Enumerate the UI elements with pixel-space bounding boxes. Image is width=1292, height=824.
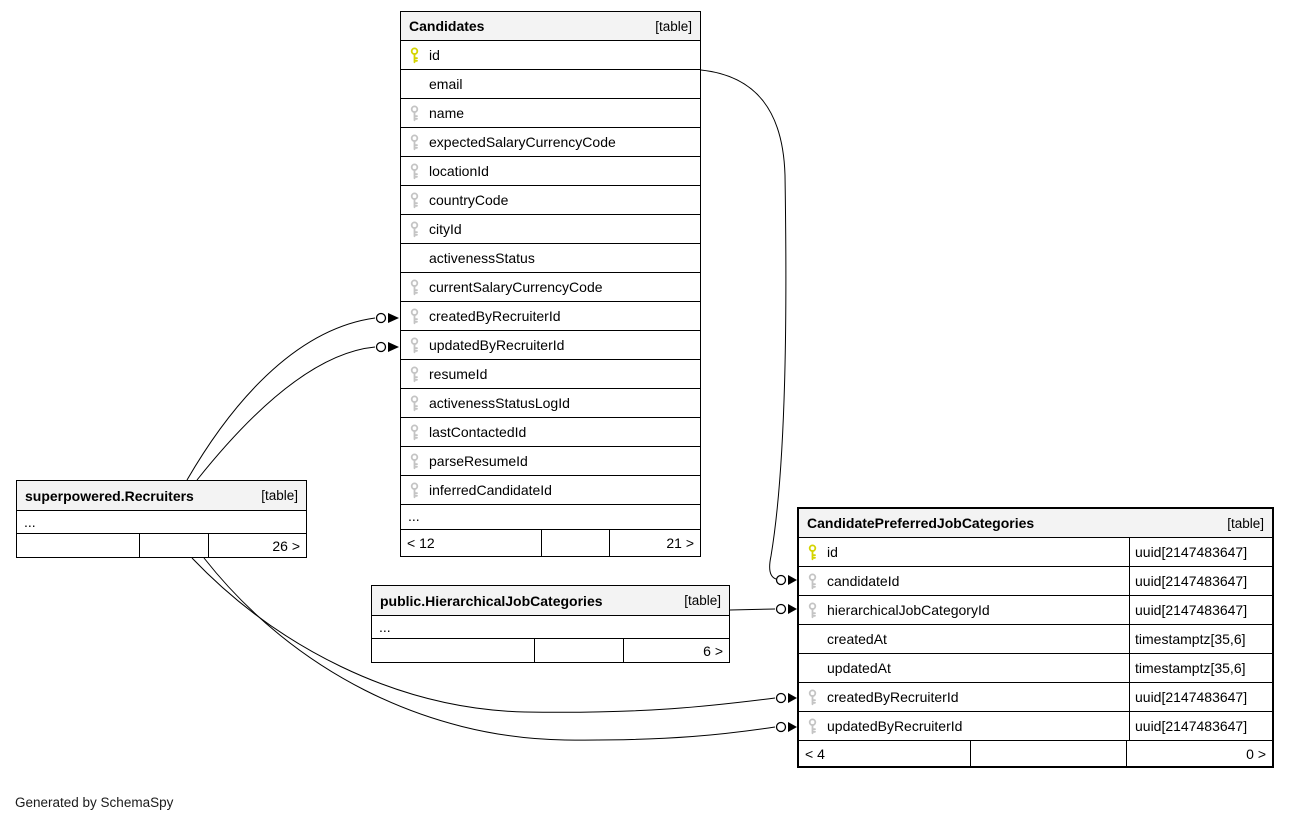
column-row-updatedByRecruiterId <box>401 331 700 360</box>
column-name: activenessStatusLogId <box>429 395 570 411</box>
foreign-key-icon <box>409 424 420 441</box>
foreign-key-icon <box>807 718 818 735</box>
column-type: uuid[2147483647] <box>1129 538 1272 566</box>
column-name: updatedByRecruiterId <box>827 718 963 734</box>
foreign-key-icon <box>807 602 818 619</box>
column-name: currentSalaryCurrencyCode <box>429 279 603 295</box>
table-node-candidate-preferred-job-categories[interactable] <box>797 507 1274 768</box>
column-name: updatedByRecruiterId <box>429 337 565 353</box>
column-name: countryCode <box>429 192 509 208</box>
key-icon-slot <box>807 602 819 619</box>
relationship-line-candidates-id-to-cpjc-candidateid <box>701 70 786 579</box>
column-row-hierarchicalJobCategoryId <box>799 596 1272 625</box>
foreign-key-icon <box>409 134 420 151</box>
key-icon-slot <box>409 482 421 499</box>
arrowhead-icon <box>788 722 797 732</box>
column-type: uuid[2147483647] <box>1129 567 1272 595</box>
column-row-email <box>401 70 700 99</box>
column-row-activenessStatusLogId <box>401 389 700 418</box>
key-icon-slot <box>409 337 421 354</box>
column-type: uuid[2147483647] <box>1129 596 1272 624</box>
column-row-name <box>401 99 700 128</box>
column-name: expectedSalaryCurrencyCode <box>429 134 616 150</box>
foreign-key-icon <box>409 105 420 122</box>
footer-spacer-cell <box>139 534 209 557</box>
key-icon-slot <box>409 105 421 122</box>
foreign-key-icon <box>409 337 420 354</box>
column-name: locationId <box>429 163 489 179</box>
column-name: name <box>429 105 465 121</box>
table-node-hierarchical-job-categories[interactable] <box>371 585 730 663</box>
connector-circle <box>777 605 786 614</box>
table-title: CandidatePreferredJobCategories <box>807 515 1035 531</box>
key-icon-slot <box>409 250 421 267</box>
column-name: candidateId <box>827 573 900 589</box>
table-type-badge: [table] <box>261 488 298 503</box>
key-icon-slot <box>409 47 421 64</box>
column-name: inferredCandidateId <box>429 482 552 498</box>
connector-circle <box>777 723 786 732</box>
column-name: createdByRecruiterId <box>429 308 561 324</box>
column-row-lastContactedId <box>401 418 700 447</box>
key-icon-slot <box>409 395 421 412</box>
column-name: id <box>429 47 440 63</box>
connector-circle <box>777 694 786 703</box>
table-header <box>372 586 729 616</box>
more-columns-ellipsis: ... <box>372 616 729 639</box>
column-name: updatedAt <box>827 660 891 676</box>
foreign-key-icon <box>409 482 420 499</box>
connector-circle <box>377 314 386 323</box>
table-footer <box>401 530 700 556</box>
table-type-badge: [table] <box>684 593 721 608</box>
column-name: email <box>429 76 463 92</box>
children-count: < 12 <box>407 535 435 551</box>
relationship-line-recruiters-to-candidates-updatedby <box>197 347 375 480</box>
table-title: superpowered.Recruiters <box>25 487 194 504</box>
key-icon-slot <box>409 76 421 93</box>
arrowhead-icon <box>788 693 797 703</box>
column-type: uuid[2147483647] <box>1129 712 1272 740</box>
column-row-currentSalaryCurrencyCode <box>401 273 700 302</box>
foreign-key-icon <box>409 366 420 383</box>
foreign-key-icon <box>409 221 420 238</box>
key-icon-slot <box>409 453 421 470</box>
parents-count: 6 > <box>703 642 723 659</box>
table-node-recruiters[interactable] <box>16 480 307 558</box>
column-name: id <box>827 544 838 560</box>
column-row-updatedAt <box>799 654 1272 683</box>
connector-circle <box>377 343 386 352</box>
parents-count: 26 > <box>272 537 300 554</box>
key-icon-slot <box>409 366 421 383</box>
column-name: createdAt <box>827 631 887 647</box>
key-icon-slot <box>409 424 421 441</box>
column-row-expectedSalaryCurrencyCode <box>401 128 700 157</box>
column-type: timestamptz[35,6] <box>1129 654 1272 682</box>
table-title: public.HierarchicalJobCategories <box>380 592 603 609</box>
column-row-updatedByRecruiterId <box>799 712 1272 741</box>
arrowhead-icon <box>388 342 399 352</box>
table-type-badge: [table] <box>655 18 692 34</box>
table-footer <box>799 741 1272 766</box>
column-row-countryCode <box>401 186 700 215</box>
key-icon-slot <box>409 308 421 325</box>
footer-spacer-cell <box>970 741 1127 766</box>
column-row-createdByRecruiterId <box>799 683 1272 712</box>
column-list <box>799 538 1272 741</box>
table-node-candidates[interactable] <box>400 11 701 557</box>
key-icon-slot <box>409 134 421 151</box>
column-name: activenessStatus <box>429 250 535 266</box>
column-name: lastContactedId <box>429 424 527 440</box>
column-name: cityId <box>429 221 462 237</box>
more-columns-ellipsis: ... <box>401 505 700 530</box>
key-icon-slot <box>807 718 819 735</box>
more-columns-ellipsis: ... <box>17 511 306 534</box>
table-type-badge: [table] <box>1227 515 1264 531</box>
table-header <box>799 509 1272 538</box>
column-row-resumeId <box>401 360 700 389</box>
key-icon-slot <box>807 660 819 677</box>
table-title: Candidates <box>409 18 485 34</box>
column-row-id <box>799 538 1272 567</box>
column-name: parseResumeId <box>429 453 528 469</box>
column-row-cityId <box>401 215 700 244</box>
arrowhead-icon <box>788 604 797 614</box>
key-icon-slot <box>409 221 421 238</box>
parents-count: 0 > <box>1246 745 1266 762</box>
column-name: createdByRecruiterId <box>827 689 959 705</box>
key-icon-slot <box>807 573 819 590</box>
column-row-createdByRecruiterId <box>401 302 700 331</box>
generated-by-note: Generated by SchemaSpy <box>15 795 174 810</box>
key-icon-slot <box>409 163 421 180</box>
column-list <box>401 41 700 505</box>
children-count <box>372 639 534 662</box>
key-icon-slot <box>807 689 819 706</box>
column-row-parseResumeId <box>401 447 700 476</box>
arrowhead-icon <box>388 313 399 323</box>
children-count: < 4 <box>805 745 825 762</box>
column-row-activenessStatus <box>401 244 700 273</box>
table-footer <box>372 639 729 662</box>
column-row-inferredCandidateId <box>401 476 700 505</box>
table-header <box>401 12 700 41</box>
column-name: resumeId <box>429 366 488 382</box>
footer-spacer-cell <box>541 530 610 556</box>
foreign-key-icon <box>409 163 420 180</box>
children-count <box>17 534 139 557</box>
key-icon-slot <box>807 544 819 561</box>
foreign-key-icon <box>409 192 420 209</box>
key-icon-slot <box>409 279 421 296</box>
foreign-key-icon <box>409 279 420 296</box>
relationship-line-hjc-to-cpjc-hierarchicaljobcategoryid <box>730 609 775 610</box>
foreign-key-icon <box>409 308 420 325</box>
table-header <box>17 481 306 511</box>
column-row-id <box>401 41 700 70</box>
foreign-key-icon <box>807 573 818 590</box>
key-icon-slot <box>807 631 819 648</box>
column-type: timestamptz[35,6] <box>1129 625 1272 653</box>
arrowhead-icon <box>788 575 797 585</box>
column-type: uuid[2147483647] <box>1129 683 1272 711</box>
connector-circle <box>777 576 786 585</box>
relationship-line-recruiters-to-candidates-createdby <box>187 318 375 480</box>
primary-key-icon <box>409 47 420 64</box>
foreign-key-icon <box>807 689 818 706</box>
foreign-key-icon <box>409 453 420 470</box>
key-icon-slot <box>409 192 421 209</box>
table-footer <box>17 534 306 557</box>
column-row-candidateId <box>799 567 1272 596</box>
footer-spacer-cell <box>534 639 624 662</box>
column-name: hierarchicalJobCategoryId <box>827 602 990 618</box>
column-row-createdAt <box>799 625 1272 654</box>
column-row-locationId <box>401 157 700 186</box>
foreign-key-icon <box>409 395 420 412</box>
parents-count: 21 > <box>666 535 694 551</box>
primary-key-icon <box>807 544 818 561</box>
